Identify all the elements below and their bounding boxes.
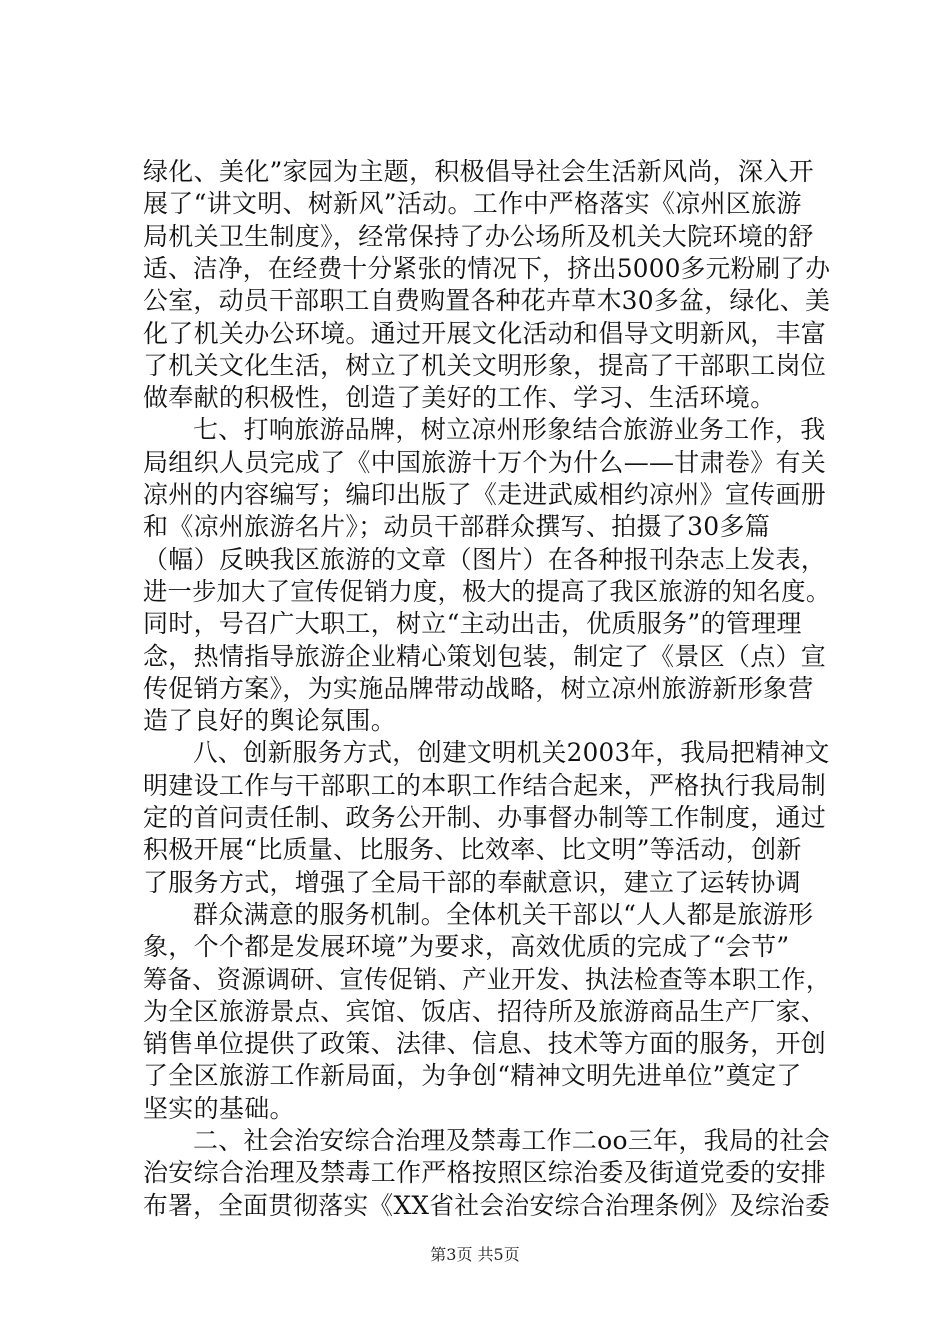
text-line: 展了“讲文明、树新风”活动。工作中严格落实《凉州区旅游: [143, 189, 802, 219]
text-line: 布署，全面贯彻落实《XX省社会治安综合治理条例》及综治委: [143, 1190, 830, 1220]
text-line: 销售单位提供了政策、法律、信息、技术等方面的服务，开创: [143, 1029, 827, 1059]
text-line: 积极开展“比质量、比服务、比效率、比文明”等活动，创新: [143, 835, 802, 865]
text-line: 和《凉州旅游名片》；动员干部群众撰写、拍摄了30多篇: [143, 512, 771, 542]
text-line: 七、打响旅游品牌，树立凉州形象结合旅游业务工作，我: [193, 415, 826, 445]
text-line: 造了良好的舆论氛围。: [143, 706, 397, 736]
text-line: 象，个个都是发展环境”为要求，高效优质的完成了“会节”: [143, 932, 790, 962]
text-line: 传促销方案》，为实施品牌带动战略，树立凉州旅游新形象营: [143, 673, 814, 703]
text-line: 凉州的内容编写；编印出版了《走进武威相约凉州》宣传画册: [143, 480, 827, 509]
page-footer: 第3页 共5页: [430, 1245, 520, 1264]
text-line: 做奉献的积极性，创造了美好的工作、学习、生活环境。: [143, 383, 776, 413]
text-line: 适、洁净，在经费十分紧张的情况下，挤出5000多元粉刷了办: [143, 253, 831, 283]
text-line: 坚实的基础。: [143, 1093, 295, 1123]
text-line: 筹备、资源调研、宣传促销、产业开发、执法检查等本职工作，: [143, 964, 831, 994]
text-line: 明建设工作与干部职工的本职工作结合起来，严格执行我局制: [143, 770, 827, 800]
text-line: 绿化、美化”家园为主题，积极倡导社会生活新风尚，深入开: [143, 157, 814, 186]
text-line: 了全区旅游工作新局面，为争创“精神文明先进单位”奠定了: [143, 1061, 802, 1091]
text-line: 定的首问责任制、政务公开制、办事督办制等工作制度，通过: [143, 803, 827, 832]
text-line: 群众满意的服务机制。全体机关干部以“人人都是旅游形: [193, 899, 814, 929]
text-line: 局组织人员完成了《中国旅游十万个为什么——甘肃卷》有关: [143, 447, 827, 477]
text-line: 二、社会治安综合治理及禁毒工作二oo三年，我局的社会: [193, 1126, 830, 1155]
text-line: 了机关文化生活，树立了机关文明形象，提高了干部职工岗位: [143, 350, 827, 380]
text-line: （幅）反映我区旅游的文章（图片）在各种报刊杂志上发表，: [143, 544, 827, 574]
text-line: 了服务方式，增强了全局干部的奉献意识，建立了运转协调: [143, 867, 801, 897]
text-line: 八、创新服务方式，创建文明机关2003年，我局把精神文: [193, 738, 830, 768]
text-line: 同时，号召广大职工，树立“主动出击，优质服务”的管理理: [143, 609, 802, 639]
text-line: 公室，动员干部职工自费购置各种花卉草木30多盆，绿化、美: [143, 286, 831, 316]
text-line: 念，热情指导旅游企业精心策划包装，制定了《景区（点）宣: [143, 641, 827, 671]
text-line: 治安综合治理及禁毒工作严格按照区综治委及街道党委的安排: [143, 1158, 827, 1188]
text-line: 进一步加大了宣传促销力度，极大的提高了我区旅游的知名度。: [143, 576, 831, 606]
text-line: 为全区旅游景点、宾馆、饭店、招待所及旅游商品生产厂家、: [143, 996, 827, 1026]
text-line: 局机关卫生制度》，经常保持了办公场所及机关大院环境的舒: [143, 221, 814, 251]
text-line: 化了机关办公环境。通过开展文化活动和倡导文明新风，丰富: [143, 318, 827, 348]
